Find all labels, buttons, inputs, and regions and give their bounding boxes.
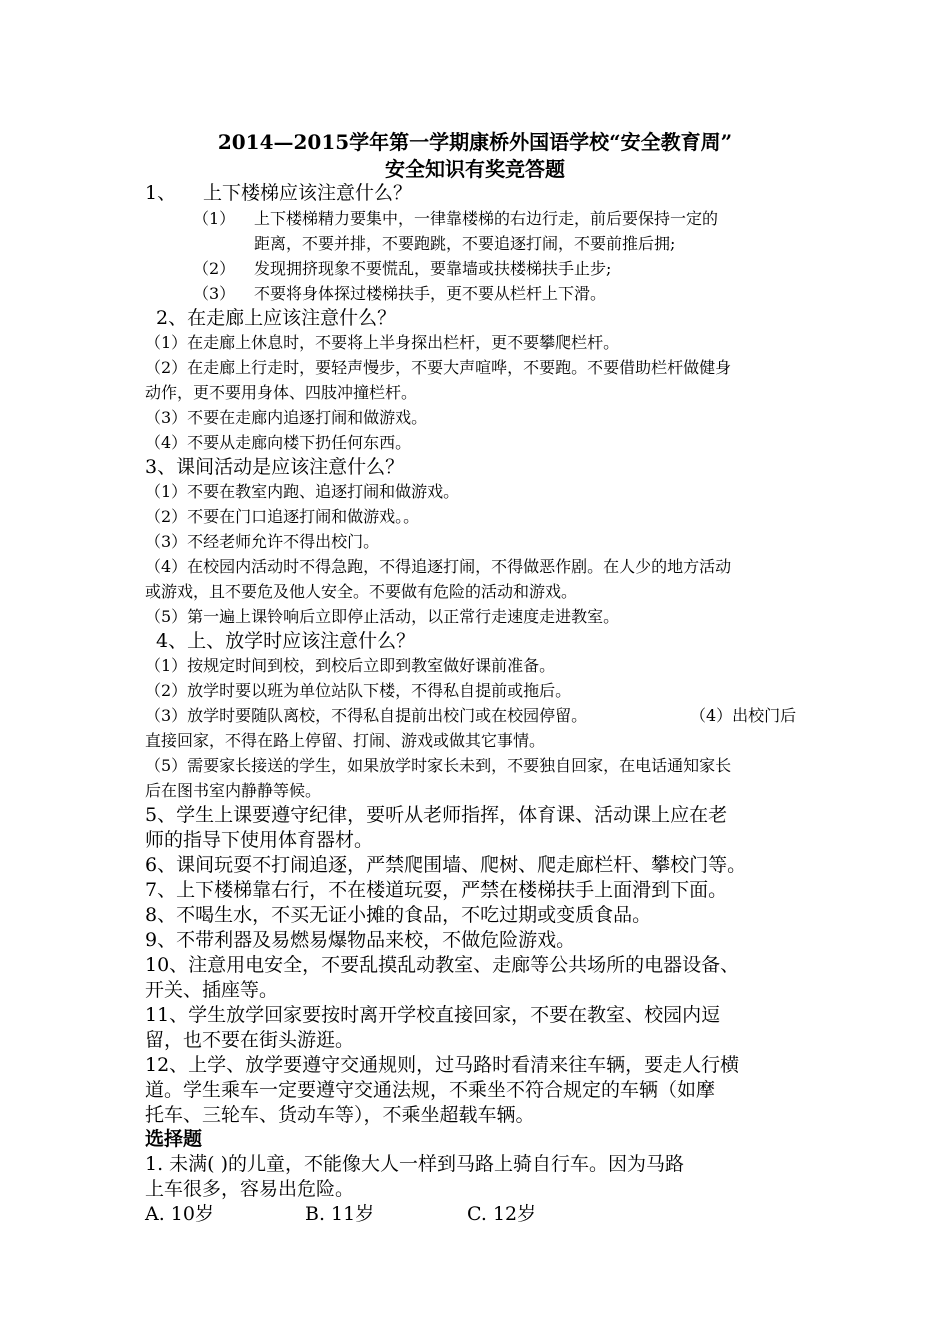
- choice-option-b: B. 11岁: [305, 1203, 375, 1225]
- item-text: （5）需要家长接送的学生，如果放学时家长未到，不要独自回家，在电话通知家长: [145, 756, 732, 775]
- rule-text: 8、不喝生水，不买无证小摊的食品，不吃过期或变质食品。: [145, 904, 652, 926]
- item-text: （3）不经老师允许不得出校门。: [145, 532, 380, 551]
- choice-question: 上车很多，容易出危险。: [145, 1178, 355, 1200]
- question-4-heading: 4、上、放学时应该注意什么？: [156, 630, 416, 652]
- item-text: 后在图书室内静静等候。: [145, 781, 322, 800]
- item-text: 距离，不要并排，不要跑跳，不要追逐打闹，不要前推后拥;: [254, 234, 676, 253]
- item-text: （1）按规定时间到校，到校后立即到教室做好课前准备。: [145, 656, 556, 675]
- item-text: （3）放学时要随队离校，不得私自提前出校门或在校园停留。: [145, 706, 588, 725]
- rule-text: 留，也不要在街头游逛。: [145, 1029, 355, 1051]
- question-1-heading: 上下楼梯应该注意什么？: [203, 182, 413, 204]
- item-text: 直接回家，不得在路上停留、打闹、游戏或做其它事情。: [145, 731, 546, 750]
- item-text: （1）不要在教室内跑、追逐打闹和做游戏。: [145, 482, 460, 501]
- rule-text: 开关、插座等。: [145, 979, 279, 1001]
- item-text: （3）不要在走廊内追逐打闹和做游戏。: [145, 408, 428, 427]
- item-text: （1）在走廊上休息时，不要将上半身探出栏杆，更不要攀爬栏杆。: [145, 333, 620, 352]
- question-2-heading: 2、在走廊上应该注意什么？: [156, 307, 397, 329]
- item-text: （2）放学时要以班为单位站队下楼，不得私自提前或拖后。: [145, 681, 572, 700]
- item-text: 不要将身体探过楼梯扶手，更不要从栏杆上下滑。: [254, 284, 607, 303]
- document-subtitle: 安全知识有奖竞答题: [385, 157, 565, 181]
- item-text: 或游戏，且不要危及他人安全。不要做有危险的活动和游戏。: [145, 582, 578, 601]
- rule-text: 道。学生乘车一定要遵守交通法规，不乘坐不符合规定的车辆（如摩: [145, 1079, 716, 1101]
- rule-text: 12、上学、放学要遵守交通规则，过马路时看清来往车辆，要走人行横: [145, 1054, 740, 1076]
- item-text: 发现拥挤现象不要慌乱，要靠墙或扶楼梯扶手止步;: [254, 259, 612, 278]
- rule-text: 9、不带利器及易燃易爆物品来校，不做危险游戏。: [145, 929, 576, 951]
- choice-heading: 选择题: [145, 1128, 203, 1150]
- rule-text: 10、注意用电安全，不要乱摸乱动教室、走廊等公共场所的电器设备、: [145, 954, 740, 976]
- choice-option-c: C. 12岁: [467, 1203, 537, 1225]
- choice-question: 1. 未满( )的儿童，不能像大人一样到马路上骑自行车。因为马路: [145, 1153, 685, 1175]
- item-text: （4）在校园内活动时不得急跑，不得追逐打闹，不得做恶作剧。在人少的地方活动: [145, 557, 732, 576]
- rule-text: 师的指导下使用体育器材。: [145, 829, 374, 851]
- item-number: （1）: [193, 209, 236, 228]
- item-number: （2）: [193, 259, 236, 278]
- item-text: 动作，更不要用身体、四肢冲撞栏杆。: [145, 383, 418, 402]
- item-text: （5）第一遍上课铃响后立即停止活动，以正常行走速度走进教室。: [145, 607, 620, 626]
- item-text: （4）不要从走廊向楼下扔任何东西。: [145, 433, 412, 452]
- question-3-heading: 3、课间活动是应该注意什么？: [145, 456, 405, 478]
- item-text: （4）出校门后: [690, 706, 797, 725]
- rule-text: 6、课间玩耍不打闹追逐，严禁爬围墙、爬树、爬走廊栏杆、攀校门等。: [145, 854, 747, 876]
- item-number: （3）: [193, 284, 236, 303]
- item-text: （2）在走廊上行走时，要轻声慢步，不要大声喧哗，不要跑。不要借助栏杆做健身: [145, 358, 732, 377]
- rule-text: 5、学生上课要遵守纪律，要听从老师指挥，体育课、活动课上应在老: [145, 804, 728, 826]
- item-text: （2）不要在门口追逐打闹和做游戏。。: [145, 507, 420, 526]
- question-1-number: 1、: [145, 182, 177, 204]
- choice-option-a: A. 10岁: [145, 1203, 214, 1225]
- item-text: 上下楼梯精力要集中，一律靠楼梯的右边行走，前后要保持一定的: [254, 209, 719, 228]
- document-title: 2014—2015学年第一学期康桥外国语学校“安全教育周”: [217, 130, 733, 154]
- rule-text: 托车、三轮车、货动车等），不乘坐超载车辆。: [145, 1104, 535, 1126]
- rule-text: 11、学生放学回家要按时离开学校直接回家，不要在教室、校园内逗: [145, 1004, 721, 1026]
- rule-text: 7、上下楼梯靠右行，不在楼道玩耍，严禁在楼梯扶手上面滑到下面。: [145, 879, 728, 901]
